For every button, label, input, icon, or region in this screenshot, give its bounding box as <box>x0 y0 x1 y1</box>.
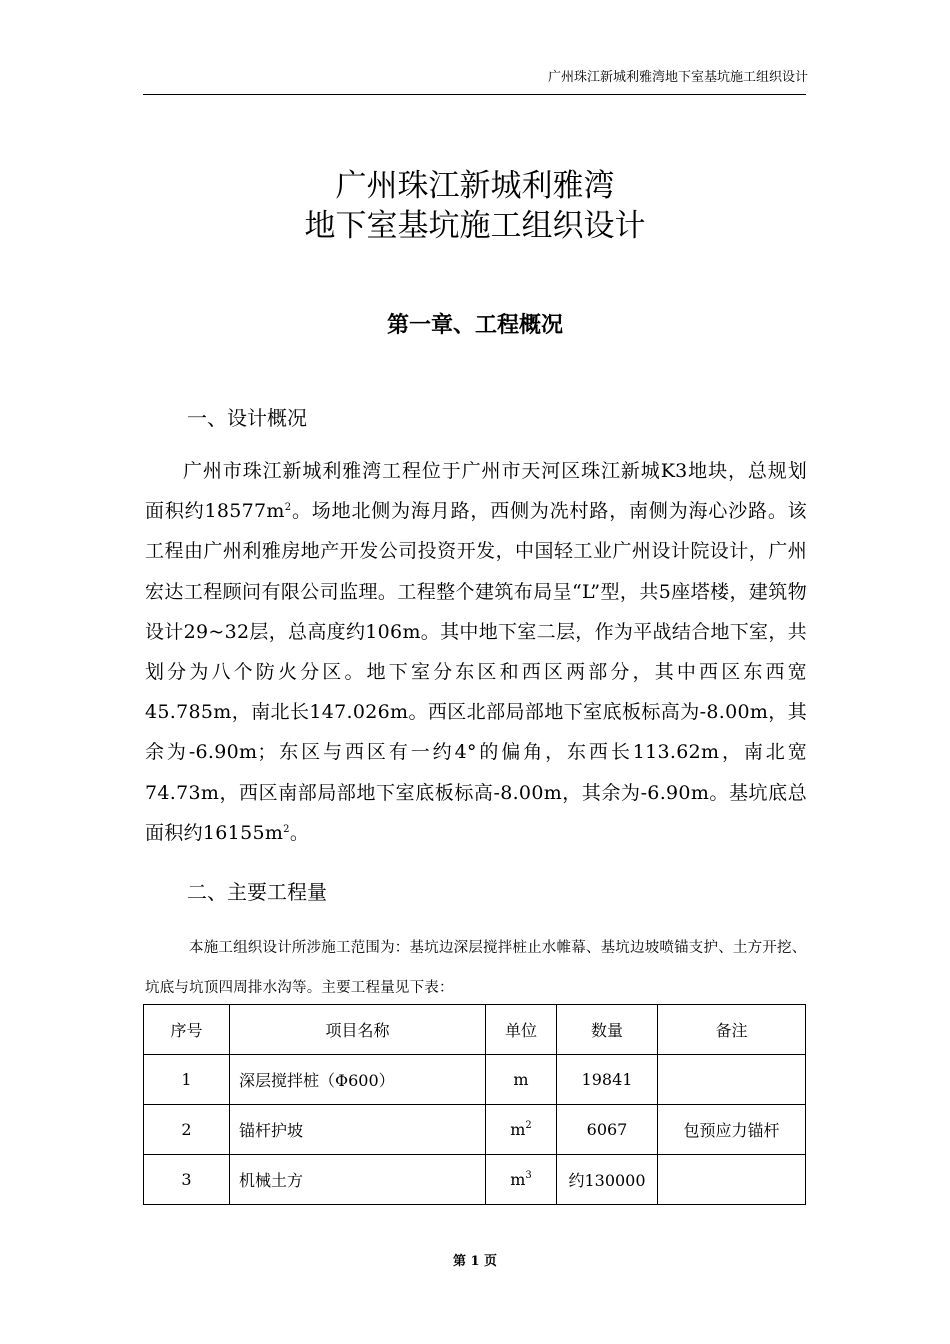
doc-title-line-1: 广州珠江新城利雅湾 <box>335 168 615 204</box>
cell-qty: 19841 <box>557 1055 658 1105</box>
unit-exponent: 2 <box>525 1120 532 1131</box>
chapter-heading: 第一章、工程概况 <box>386 313 563 338</box>
cell-no: 2 <box>144 1105 230 1155</box>
header-note: 备注 <box>658 1005 806 1055</box>
quantities-table <box>143 1004 806 1205</box>
doc-title-line-2: 地下室基坑施工组织设计 <box>304 208 646 244</box>
table-row <box>144 1105 806 1155</box>
design-overview-paragraph <box>145 451 807 853</box>
cell-name: 锚杆护坡 <box>230 1105 486 1155</box>
table-row <box>144 1055 806 1105</box>
cell-qty: 6067 <box>557 1105 658 1155</box>
table-header-row <box>144 1005 806 1055</box>
scope-paragraph: 本施工组织设计所涉施工范围为：基坑边深层搅拌桩止水帷幕、基坑边坡喷锚支护、土方开挖、坑底与坑顶四周排水沟等。主要工程量见下表： <box>145 940 807 996</box>
cell-note: 包预应力锚杆 <box>658 1105 806 1155</box>
table-row <box>144 1155 806 1205</box>
unit-base: m <box>513 1070 529 1089</box>
running-header: 广州珠江新城利雅湾地下室基坑施工组织设计 <box>547 70 808 85</box>
page-number: 第 1 页 <box>452 1254 498 1269</box>
paragraph-text-part-1: 广州市珠江新城利雅湾工程位于广州市天河区珠江新城K3地块，总规划面积约18577m <box>145 460 807 523</box>
paragraph-text-part-2: 。场地北侧为海月路，西侧为冼村路，南侧为海心沙路。该工程由广州利雅房地产开发公司投资开发，中国轻工业广州设计院设计，广州宏达工程顾问有限公司监理。工程整个建筑布局呈“L”型，共5座塔楼，建筑物设计29~32层，总高度约106m。其中地下室二层，作为平战结合地下室，共划分为八个防火分区。地下室分东区和西区两部分，其中西区东西宽45.785m，南北长147.026m。西区北部局部地下室底板标高为-8.00m，其余为-6.90m；东区与西区有一约4°的偏角，东西长113.62m，南北宽74.73m，西区南部局部地下室底板标高-8.00m，其余为-6.90m。基坑底总面积约16155m <box>145 500 807 844</box>
cell-unit <box>486 1155 557 1205</box>
superscript-2: 2 <box>284 502 292 514</box>
superscript-2: 2 <box>283 823 290 835</box>
cell-qty: 约130000 <box>557 1155 658 1205</box>
header-qty: 数量 <box>557 1005 658 1055</box>
section-heading-main-quantities: 二、主要工程量 <box>187 880 327 904</box>
unit-base: m <box>510 1120 526 1139</box>
unit-base: m <box>510 1170 526 1189</box>
header-name: 项目名称 <box>230 1005 486 1055</box>
header-unit: 单位 <box>486 1005 557 1055</box>
cell-note <box>658 1055 806 1105</box>
cell-name: 深层搅拌桩（Φ600） <box>230 1055 486 1105</box>
cell-unit <box>486 1105 557 1155</box>
cell-note <box>658 1155 806 1205</box>
header-divider <box>143 94 806 95</box>
cell-unit <box>486 1055 557 1105</box>
cell-no: 3 <box>144 1155 230 1205</box>
paragraph-text-part-3: 。 <box>289 821 310 844</box>
cell-name: 机械土方 <box>230 1155 486 1205</box>
unit-exponent: 3 <box>525 1170 532 1181</box>
section-heading-design-overview: 一、设计概况 <box>187 406 307 430</box>
header-no: 序号 <box>144 1005 230 1055</box>
cell-no: 1 <box>144 1055 230 1105</box>
